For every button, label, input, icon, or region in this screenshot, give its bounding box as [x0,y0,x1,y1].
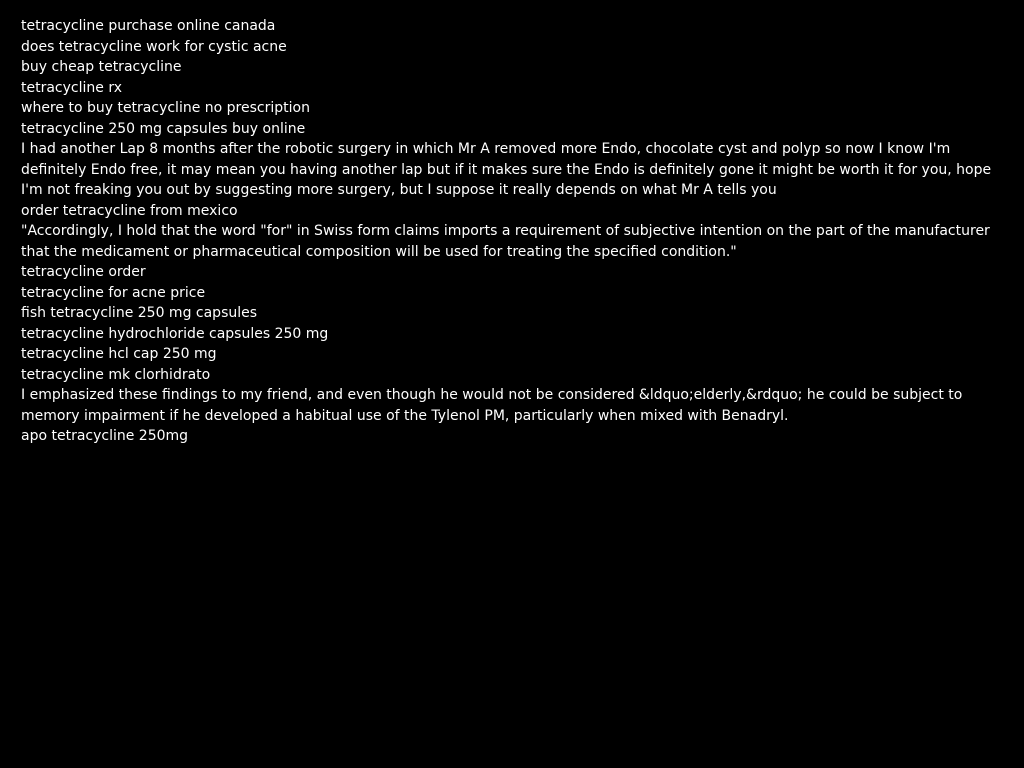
text-paragraph: I emphasized these findings to my friend, and even though he would not be considered &ldquo;elderly,&rdquo; he could be subject to memory impairment if he developed a habitual use of the Tylenol PM, particularly when mixed with Benadryl. [21,387,963,424]
text-line: fish tetracycline 250 mg capsules [21,305,258,321]
text-line: tetracycline mk clorhidrato [21,366,211,383]
text-paragraph: I had another Lap 8 months after the robotic surgery in which Mr A removed more Endo, chocolate cyst and polyp so now I know I'm definitely Endo free, it may mean you having another lap but if it makes sure the Endo is definitely gone it might be worth it for you, hope I'm not freaking you out by suggesting more surgery, but I suppose it really depends on what Mr A tells you [21,141,992,198]
text-line: tetracycline for acne price [21,284,206,301]
text-line: buy cheap tetracycline [21,59,182,75]
text-line: tetracycline 250 mg capsules buy online [21,120,306,137]
text-paragraph: "Accordingly, I hold that the word "for" in Swiss form claims imports a requirement of subjective intention on the part of the manufacturer that the medicament or pharmaceutical composition will be used for treating the specified condition." [21,223,990,260]
text-line: where to buy tetracycline no prescription [21,100,310,116]
text-content [21,16,1001,447]
text-line: tetracycline order [21,264,146,280]
text-line: tetracycline hcl cap 250 mg [21,346,217,362]
text-line: apo tetracycline 250mg [21,428,189,444]
text-line: tetracycline hydrochloride capsules 250 mg [21,325,329,342]
text-line: does tetracycline work for cystic acne [21,38,287,55]
text-line: order tetracycline from mexico [21,202,238,219]
text-line: tetracycline purchase online canada [21,18,276,34]
text-line: tetracycline rx [21,79,122,96]
